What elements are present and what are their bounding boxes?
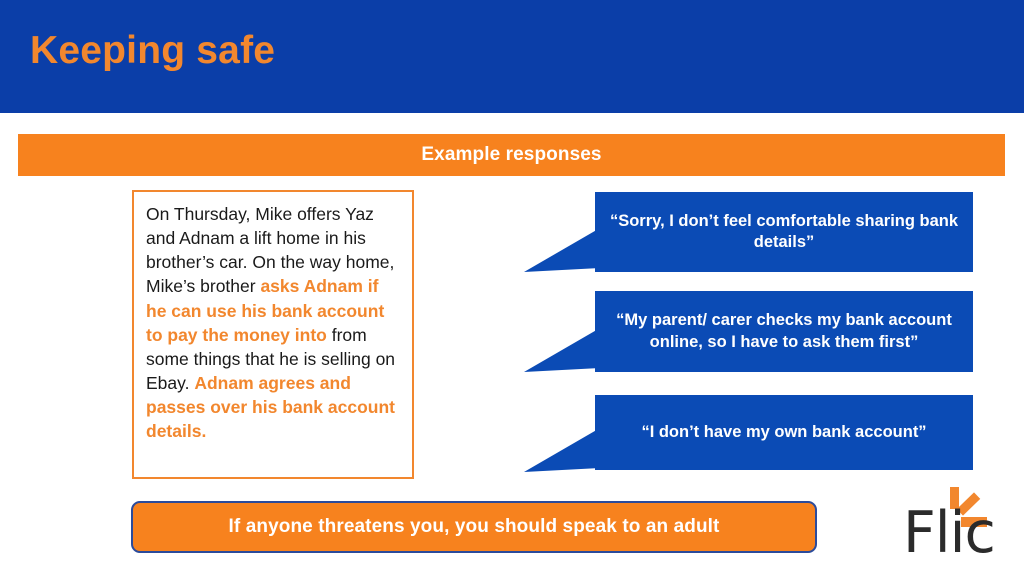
- bubble-tail-1: [524, 228, 600, 274]
- speech-bubble-3: [595, 395, 973, 470]
- scenario-box: [132, 190, 414, 479]
- call-to-action-text: If anyone threatens you, you should speak to an adult: [228, 516, 720, 537]
- speech-bubble-2-text: “My parent/ carer checks my bank account online, so I have to ask them first”: [616, 311, 952, 351]
- scenario-segment-1: On Thursday, Mike offers Yaz and Adnam a lift home in his brother’s car.: [146, 204, 374, 273]
- speech-bubble-2: [595, 291, 973, 372]
- speech-bubble-3-text: “I don’t have my own bank account”: [641, 422, 927, 441]
- speech-bubble-1: [595, 192, 973, 272]
- scenario-segment-3-highlight: asks Adnam if he can use his bank account to pay the money into: [146, 276, 385, 345]
- page-title: Keeping safe: [30, 29, 276, 72]
- scenario-text: [146, 202, 400, 443]
- call-to-action-box: [131, 501, 817, 553]
- section-banner-label: Example responses: [421, 144, 602, 165]
- section-banner: [18, 134, 1005, 176]
- flic-logo: [903, 487, 1021, 565]
- bubble-tail-3: [524, 428, 600, 474]
- speech-bubble-1-text: “Sorry, I don’t feel comfortable sharing bank details”: [609, 211, 959, 251]
- bubble-tail-2: [524, 328, 600, 374]
- scenario-segment-5-highlight: Adnam agrees and passes over his bank account details.: [146, 372, 395, 442]
- logo-wordmark: Flic: [903, 500, 995, 566]
- scenario-segment-4: from some things that he is selling on Ebay.: [146, 324, 396, 393]
- scenario-segment-2: On the way home, Mike’s brother: [146, 252, 395, 297]
